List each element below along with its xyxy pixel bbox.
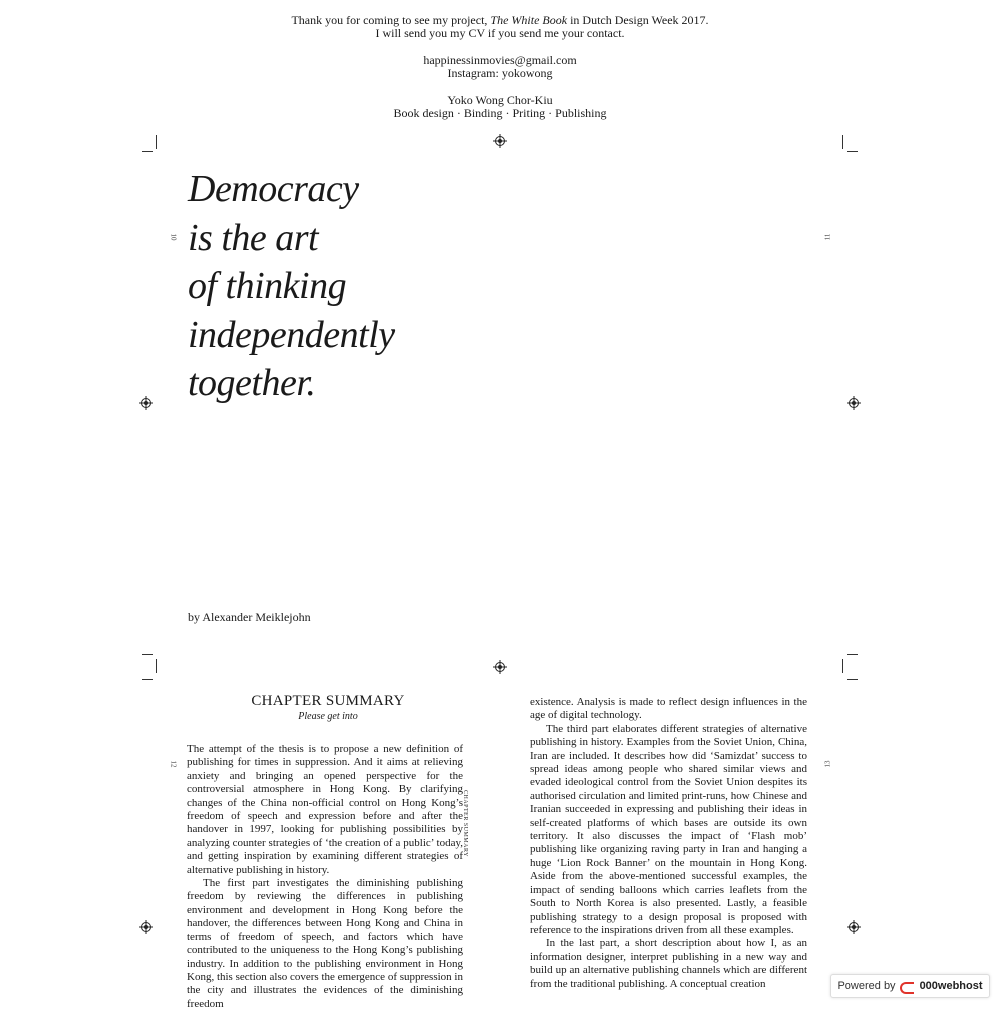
registration-mark-icon — [495, 662, 505, 672]
crop-mark — [156, 135, 157, 149]
crop-mark — [156, 659, 157, 673]
email-link[interactable]: happinessinmovies@gmail.com — [423, 52, 577, 67]
crop-mark — [842, 659, 843, 673]
quote — [188, 165, 395, 408]
registration-mark-icon — [141, 398, 151, 408]
header-note — [0, 14, 1000, 120]
registration-mark-icon — [495, 136, 505, 146]
webhost-brand: 000webhost — [919, 980, 983, 992]
quote-line: Democracy — [188, 168, 359, 210]
quote-line: of thinking — [188, 265, 347, 307]
crop-mark — [847, 679, 858, 680]
crop-mark — [142, 654, 153, 655]
paragraph: In the last part, a short description about how I, as an information designer, interpret publishing in a new way and build up an alternative publishing channels which are different from the traditional publishing. A conceptual creation — [530, 937, 807, 990]
paragraph: The attempt of the thesis is to propose a new definition of publishing for times in suppression. And it aims at relieving anxiety and bringing an opened perspective for the controversial atmosphere in Hong Kong. By clarifying changes of the China non-official control on Hong Kong’s freedom of speech and expression before and after the handover in 1997, looking for publishing possibilities by analyzing counter strategies of ‘the creation of a public’ today, and getting inspiration by examining different strategies of alternative publishing in history. — [187, 743, 463, 876]
quote-author: by Alexander Meiklejohn — [188, 610, 311, 624]
webhost-logo-icon — [900, 980, 916, 992]
crop-mark — [847, 151, 858, 152]
services-line: Book design · Binding · Priting · Publishing — [393, 106, 607, 121]
left-column — [187, 743, 463, 1011]
quote-line: together. — [188, 362, 316, 404]
paragraph: existence. Analysis is made to reflect design influences in the age of digital technology. — [530, 696, 807, 722]
registration-mark-icon — [849, 398, 859, 408]
registration-mark-icon — [141, 922, 151, 932]
page-number-left: 12 — [169, 760, 178, 768]
project-title: The White Book — [490, 13, 568, 27]
quote-line: is the art — [188, 216, 319, 259]
registration-mark-icon — [849, 922, 859, 932]
paragraph: The third part elaborates different strategies of alternative publishing in history. Examples from the Soviet Union, China, Iran are included. It describes how did ‘Samizdat’ success to spread ideas among people who shared similar views and evaded ideological control from the Soviet Union despites its authorised circulation and limited print-runs, how Chinese and Iranian succeeded in expressing and publishing their ideas in self-created platforms of which bases are outside its own territory. It also discusses the impact of ‘Flash mob’ publishing like organizing raving party in Iran and hanging a huge ‘Lion Rock Banner’ on the mountain in Hong Kong. Aside from the above-mentioned successful examples, the impact of sending balloons which carries leaflets from the South to North Korea is also presented. Lastly, a feasible publishing strategy to a design proposal is proposed with reference to the inspirations driven from all these examples. — [530, 722, 807, 936]
crop-mark — [842, 135, 843, 149]
quote-line: independently — [188, 313, 395, 356]
cv-line: I will send you my CV if you send me your contact. — [375, 26, 625, 41]
crop-mark — [847, 654, 858, 655]
crop-mark — [142, 679, 153, 680]
powered-by-label: Powered by — [837, 980, 896, 992]
instagram-link[interactable]: Instagram: yokowong — [447, 66, 553, 81]
paragraph: The first part investigates the diminishing publishing freedom by reviewing the differences in publishing environment and development in Hong Kong before the handover, the differences between Hong Kong and China in terms of freedom of speech, and factors which have contributed to the uniqueness to the Hong Kong’s publishing industry. In addition to the publishing environment in Hong Kong, this section also covers the emergence of suppression in the city and illustrates the evidences of the diminishing freedom — [187, 877, 463, 1010]
designer-name: Yoko Wong Chor-Kiu — [447, 92, 553, 107]
right-column — [530, 696, 807, 991]
running-head: CHAPTER SUMMARY — [462, 790, 468, 858]
page-number-left: 10 — [169, 233, 178, 241]
chapter-title: CHAPTER SUMMARY — [251, 693, 405, 709]
page-number-right: 13 — [823, 760, 832, 768]
chapter-subtitle: Please get into — [298, 711, 358, 722]
powered-by-badge[interactable] — [830, 974, 990, 998]
thanks-line: Thank you for coming to see my project, The White Book in Dutch Design Week 2017. — [291, 13, 709, 27]
page-number-right: 11 — [823, 233, 832, 241]
crop-mark — [142, 151, 153, 152]
